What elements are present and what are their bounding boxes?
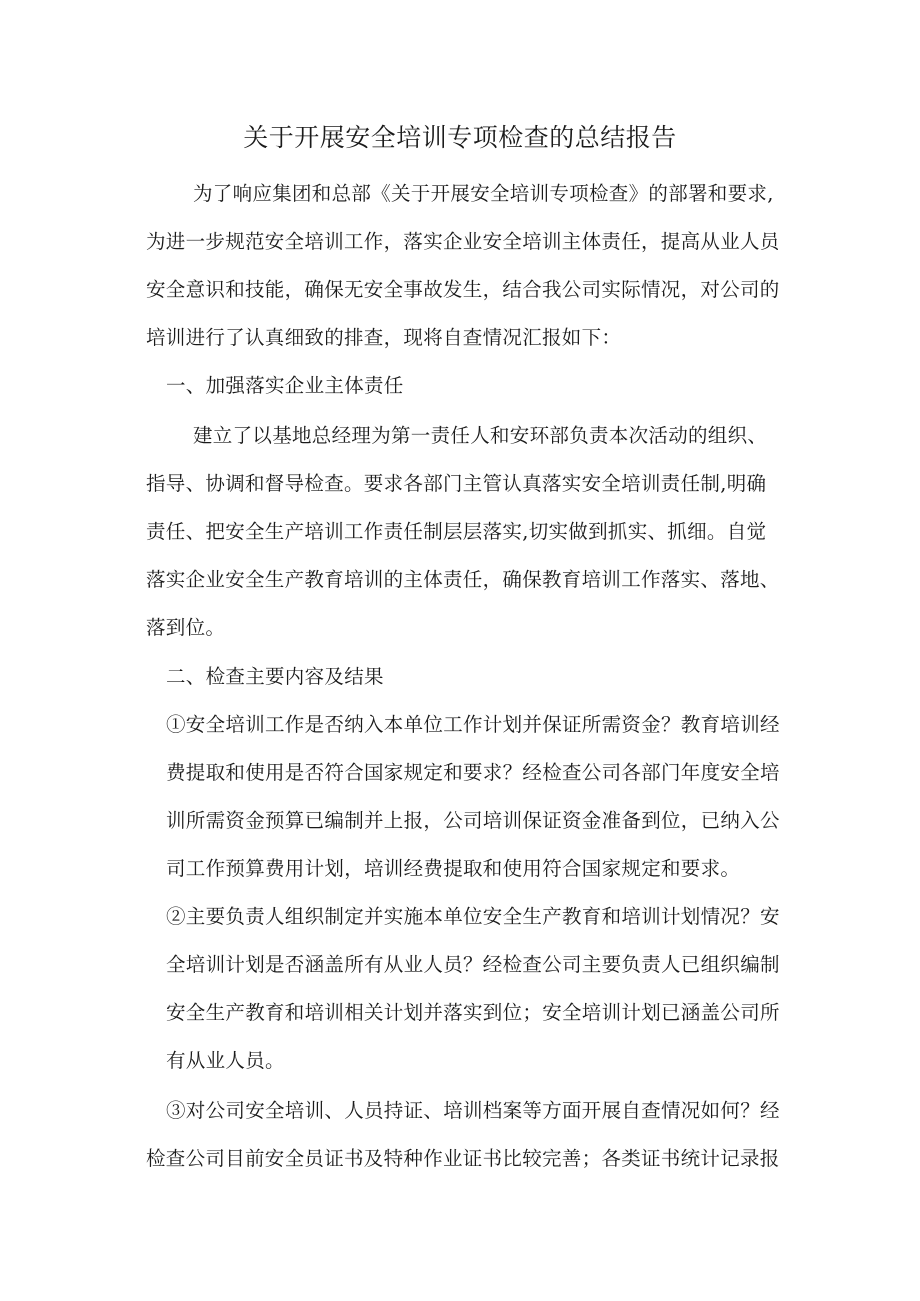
item1-line-1: ①安全培训工作是否纳入本单位工作计划并保证所需资金？教育培训经: [166, 713, 780, 736]
intro-line-1: 为了响应集团和总部《关于开展安全培训专项检查》的部署和要求,: [193, 182, 774, 205]
item1-line-2: 费提取和使用是否符合国家规定和要求？经检查公司各部门年度安全培: [166, 761, 780, 784]
item2-line-4: 有从业人员。: [166, 1049, 285, 1072]
intro-line-3: 安全意识和技能，确保无安全事故发生，结合我公司实际情况，对公司的: [146, 278, 780, 301]
section1-line-5: 落到位。: [146, 616, 226, 639]
section1-heading: 一、加强落实企业主体责任: [166, 374, 404, 397]
section1-line-1: 建立了以基地总经理为第一责任人和安环部负责本次活动的组织、: [193, 424, 768, 447]
section2-heading: 二、检查主要内容及结果: [166, 665, 384, 688]
item1-line-3: 训所需资金预算已编制并上报，公司培训保证资金准备到位，已纳入公: [166, 809, 780, 832]
intro-line-4: 培训进行了认真细致的排查，现将自查情况汇报如下：: [146, 326, 622, 349]
section1-line-3: 责任、把安全生产培训工作责任制层层落实,切实做到抓实、抓细。自觉: [146, 520, 767, 543]
item3-line-2: 检查公司目前安全员证书及特种作业证书比较完善；各类证书统计记录报: [146, 1147, 780, 1170]
item1-line-4: 司工作预算费用计划，培训经费提取和使用符合国家规定和要求。: [166, 857, 741, 880]
item3-line-1: ③对公司安全培训、人员持证、培训档案等方面开展自查情况如何？经: [166, 1099, 780, 1122]
section1-line-4: 落实企业安全生产教育培训的主体责任，确保教育培训工作落实、落地、: [146, 568, 780, 591]
item2-line-1: ②主要负责人组织制定并实施本单位安全生产教育和培训计划情况？安: [166, 905, 780, 928]
item2-line-3: 安全生产教育和培训相关计划并落实到位；安全培训计划已涵盖公司所: [166, 1001, 780, 1024]
section1-line-2: 指导、协调和督导检查。要求各部门主管认真落实安全培训责任制,明确: [146, 472, 767, 495]
document-title: 关于开展安全培训专项检查的总结报告: [243, 123, 677, 152]
item2-line-2: 全培训计划是否涵盖所有从业人员？经检查公司主要负责人已组织编制: [166, 953, 780, 976]
intro-line-2: 为进一步规范安全培训工作，落实企业安全培训主体责任，提高从业人员: [146, 230, 780, 253]
